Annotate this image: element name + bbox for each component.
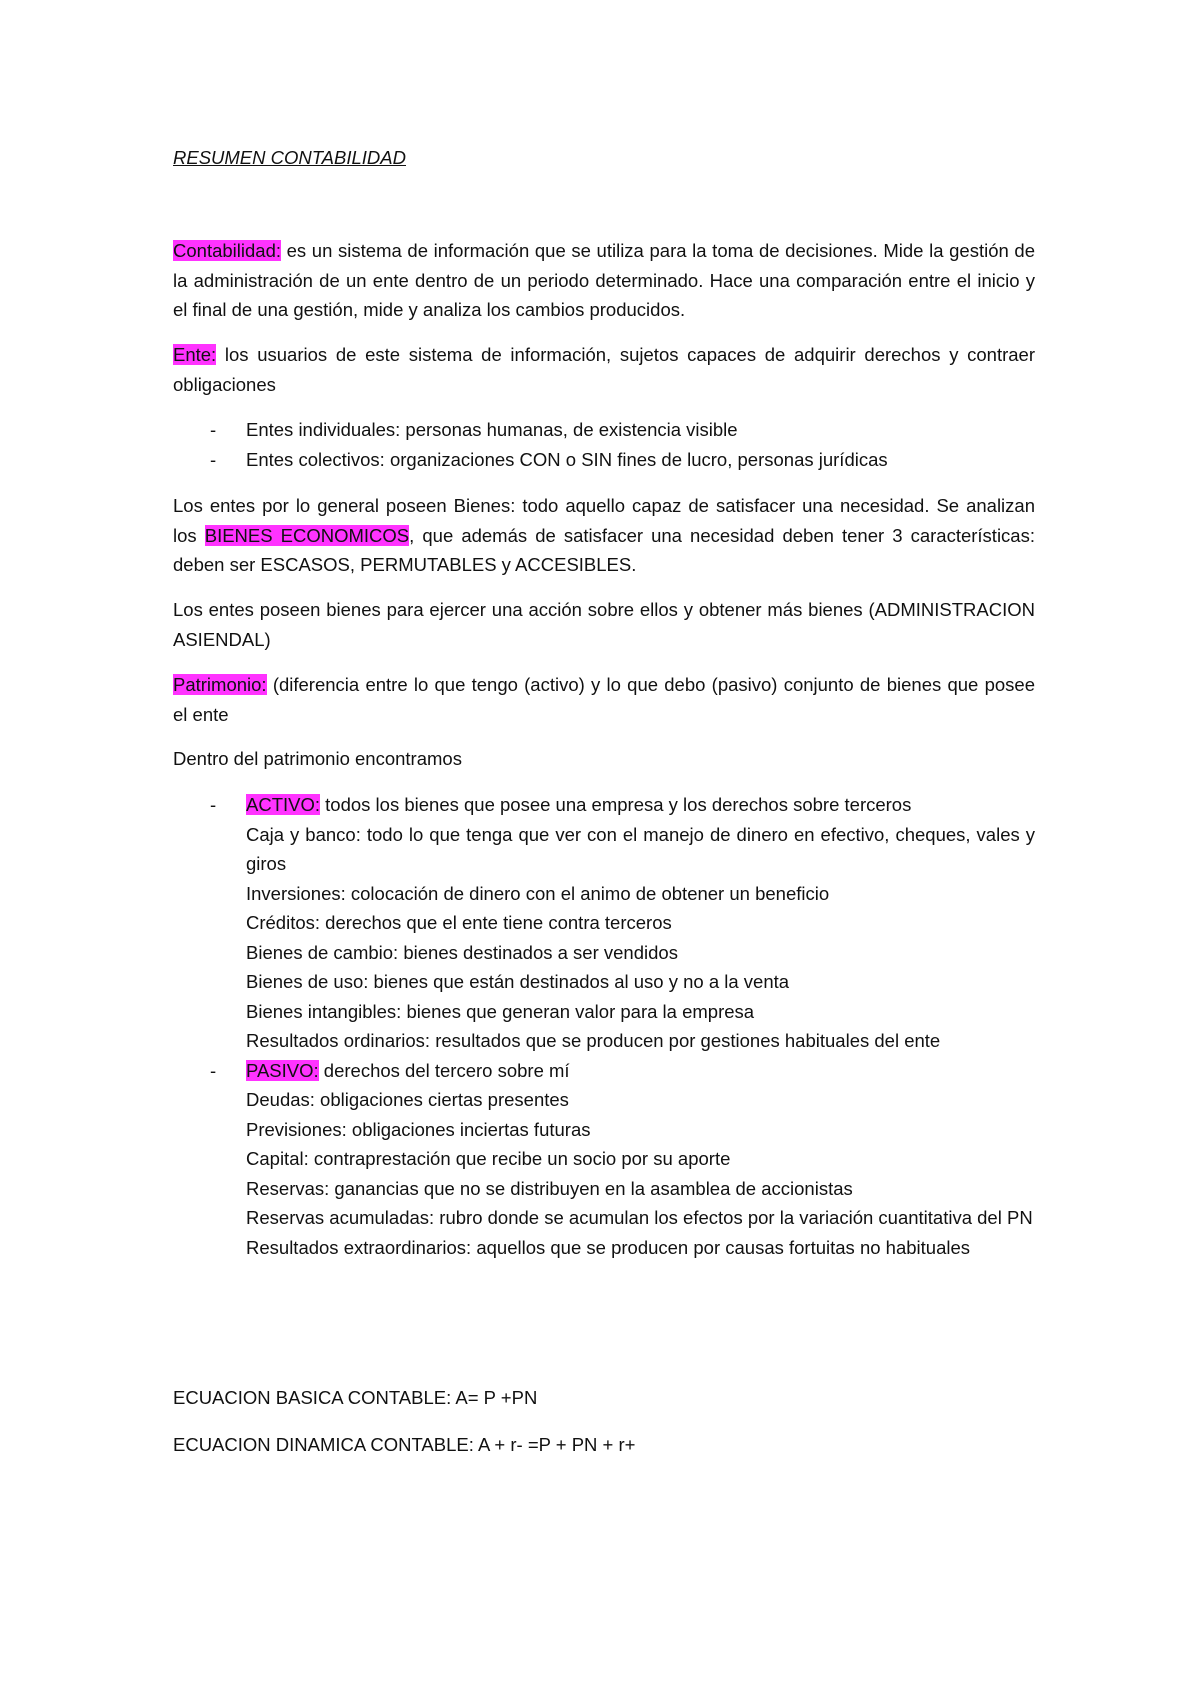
activo-subitem: Bienes intangibles: bienes que generan valor para la empresa [246,1000,755,1022]
highlight-term: Patrimonio: [173,674,267,695]
list-item: - Entes colectivos: organizaciones CON o SIN fines de lucro, personas jurídicas [210,448,888,470]
pasivo-subitem: Deudas: obligaciones ciertas presentes [246,1089,569,1110]
activo-subitem: Resultados ordinarios: resultados que se producen por gestiones habituales del ente [246,1030,941,1051]
highlight-term: ACTIVO: [246,794,321,815]
list-item: - Entes individuales: personas humanas, de existencia visible [210,419,738,440]
equation-dynamic: ECUACION DINAMICA CONTABLE: A + r- =P + PN + r+ [173,1434,636,1455]
entes-list [173,415,1035,474]
paragraph-text: (diferencia entre lo que tengo (activo) y lo que debo (pasivo) conjunto de bienes que posee el ente [173,674,1035,725]
list-item-pasivo: - PASIVO: derechos del tercero sobre mí [210,1059,570,1081]
pasivo-subitem: Reservas acumuladas: rubro donde se acumulan los efectos por la variación cuantitativa del PN [246,1207,1033,1228]
highlight-term: BIENES ECONOMICOS [204,524,410,546]
paragraph-ente [173,340,1035,399]
activo-subitem: Caja y banco: todo lo que tenga que ver con el manejo de dinero en efectivo, cheques, vales y giros [246,823,1035,874]
patrimonio-list [173,790,1035,1262]
equation-basic: ECUACION BASICA CONTABLE: A= P +PN [173,1387,538,1408]
paragraph-text: los usuarios de este sistema de información, sujetos capaces de adquirir derechos y contraer obligaciones [173,344,1035,395]
activo-subitem: Créditos: derechos que el ente tiene contra terceros [246,912,672,933]
paragraph-bienes: Los entes por lo general poseen Bienes: todo aquello capaz de satisfacer una necesidad. Se analizan los BIENES ECONOMICOS, que además de satisfacer una necesidad deben tener 3 características: deben ser ESCASOS, PERMUTABLES y ACCESIBLES. [173,495,1035,575]
paragraph-contabilidad [173,236,1035,325]
paragraph-administracion: Los entes poseen bienes para ejercer una acción sobre ellos y obtener más bienes (ADMINISTRACION ASIENDAL) [173,599,1035,650]
pasivo-subitem: Capital: contraprestación que recibe un socio por su aporte [246,1148,731,1169]
activo-subitem: Bienes de uso: bienes que están destinados al uso y no a la venta [246,971,790,992]
document-page [173,0,1035,1696]
list-item-activo: - ACTIVO: todos los bienes que posee una empresa y los derechos sobre terceros [210,794,912,815]
pasivo-subitem: Reservas: ganancias que no se distribuyen en la asamblea de accionistas [246,1177,853,1199]
highlight-term: Ente: [173,344,217,365]
pasivo-subitem: Resultados extraordinarios: aquellos que se producen por causas fortuitas no habituales [246,1236,971,1258]
pasivo-subitem: Previsiones: obligaciones inciertas futuras [246,1118,591,1140]
paragraph-text: es un sistema de información que se utiliza para la toma de decisiones. Mide la gestión de la administración de un ente dentro de un periodo determinado. Hace una comparación entre el inicio y el final de una gestión, mide y analiza los cambios producidos. [173,240,1035,320]
highlight-term: PASIVO: [246,1059,319,1081]
highlight-term: Contabilidad: [173,240,281,261]
paragraph-patrimonio [173,670,1035,729]
activo-subitem: Inversiones: colocación de dinero con el animo de obtener un beneficio [246,882,830,904]
paragraph-dentro: Dentro del patrimonio encontramos [173,748,462,769]
activo-subitem: Bienes de cambio: bienes destinados a ser vendidos [246,941,678,963]
document-title: RESUMEN CONTABILIDAD [173,147,406,168]
